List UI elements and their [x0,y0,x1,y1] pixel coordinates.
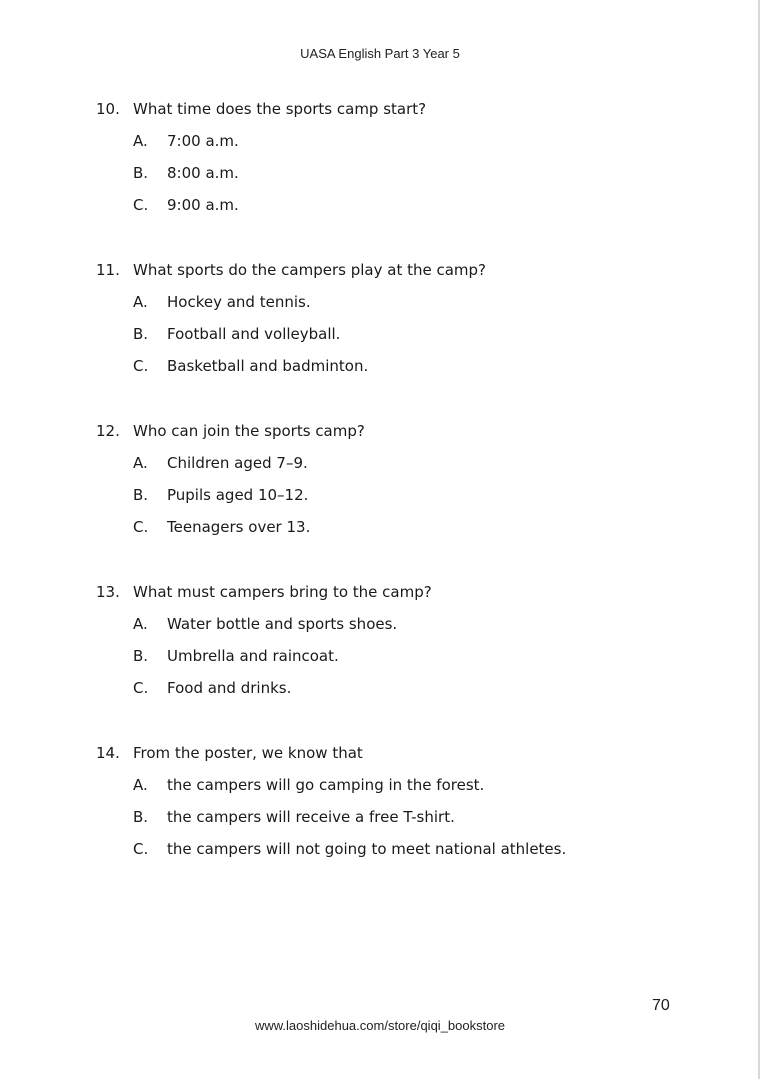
option-a[interactable] [96,773,716,797]
option-text: Water bottle and sports shoes. [167,615,398,633]
option-text: the campers will receive a free T-shirt. [167,808,455,826]
question-14 [96,741,716,861]
option-text: Hockey and tennis. [167,293,311,311]
page-header: UASA English Part 3 Year 5 [300,46,460,61]
option-a[interactable] [96,129,716,153]
option-letter: B. [133,325,149,343]
option-c[interactable] [96,193,716,217]
question-text: From the poster, we know that [133,744,363,762]
question-10 [96,97,716,217]
option-text: 8:00 a.m. [167,164,239,182]
option-c[interactable] [96,837,716,861]
question-number: 14. [96,744,120,762]
option-letter: C. [133,679,149,697]
option-text: Pupils aged 10–12. [167,486,309,504]
option-b[interactable] [96,805,716,829]
question-text: Who can join the sports camp? [133,422,365,440]
option-b[interactable] [96,161,716,185]
question-number: 12. [96,422,120,440]
option-text: Football and volleyball. [167,325,341,343]
option-a[interactable] [96,612,716,636]
option-b[interactable] [96,644,716,668]
option-text: the campers will not going to meet national athletes. [167,840,567,858]
question-stem [96,580,716,604]
option-letter: A. [133,293,148,311]
question-stem [96,258,716,282]
option-c[interactable] [96,515,716,539]
option-text: Basketball and badminton. [167,357,369,375]
option-text: 9:00 a.m. [167,196,239,214]
option-text: Teenagers over 13. [167,518,311,536]
option-letter: A. [133,132,148,150]
option-b[interactable] [96,483,716,507]
question-text: What must campers bring to the camp? [133,583,432,601]
question-13 [96,580,716,700]
question-11 [96,258,716,378]
option-letter: A. [133,615,148,633]
option-text: Food and drinks. [167,679,292,697]
question-number: 11. [96,261,120,279]
question-number: 13. [96,583,120,601]
question-stem [96,741,716,765]
question-text: What time does the sports camp start? [133,100,427,118]
option-letter: B. [133,486,149,504]
option-b[interactable] [96,322,716,346]
option-letter: A. [133,454,148,472]
option-text: Children aged 7–9. [167,454,308,472]
option-letter: B. [133,808,149,826]
option-letter: C. [133,196,149,214]
option-letter: C. [133,840,149,858]
question-12 [96,419,716,539]
question-number: 10. [96,100,120,118]
option-text: Umbrella and raincoat. [167,647,339,665]
question-text: What sports do the campers play at the camp? [133,261,487,279]
option-letter: C. [133,518,149,536]
option-a[interactable] [96,290,716,314]
footer-url: www.laoshidehua.com/store/qiqi_bookstore [254,1018,506,1033]
option-letter: B. [133,647,149,665]
option-letter: B. [133,164,149,182]
option-a[interactable] [96,451,716,475]
option-c[interactable] [96,354,716,378]
question-stem [96,97,716,121]
option-text: the campers will go camping in the forest. [167,776,485,794]
option-letter: A. [133,776,148,794]
page-number: 70 [652,997,670,1014]
option-letter: C. [133,357,149,375]
option-text: 7:00 a.m. [167,132,239,150]
question-stem [96,419,716,443]
option-c[interactable] [96,676,716,700]
